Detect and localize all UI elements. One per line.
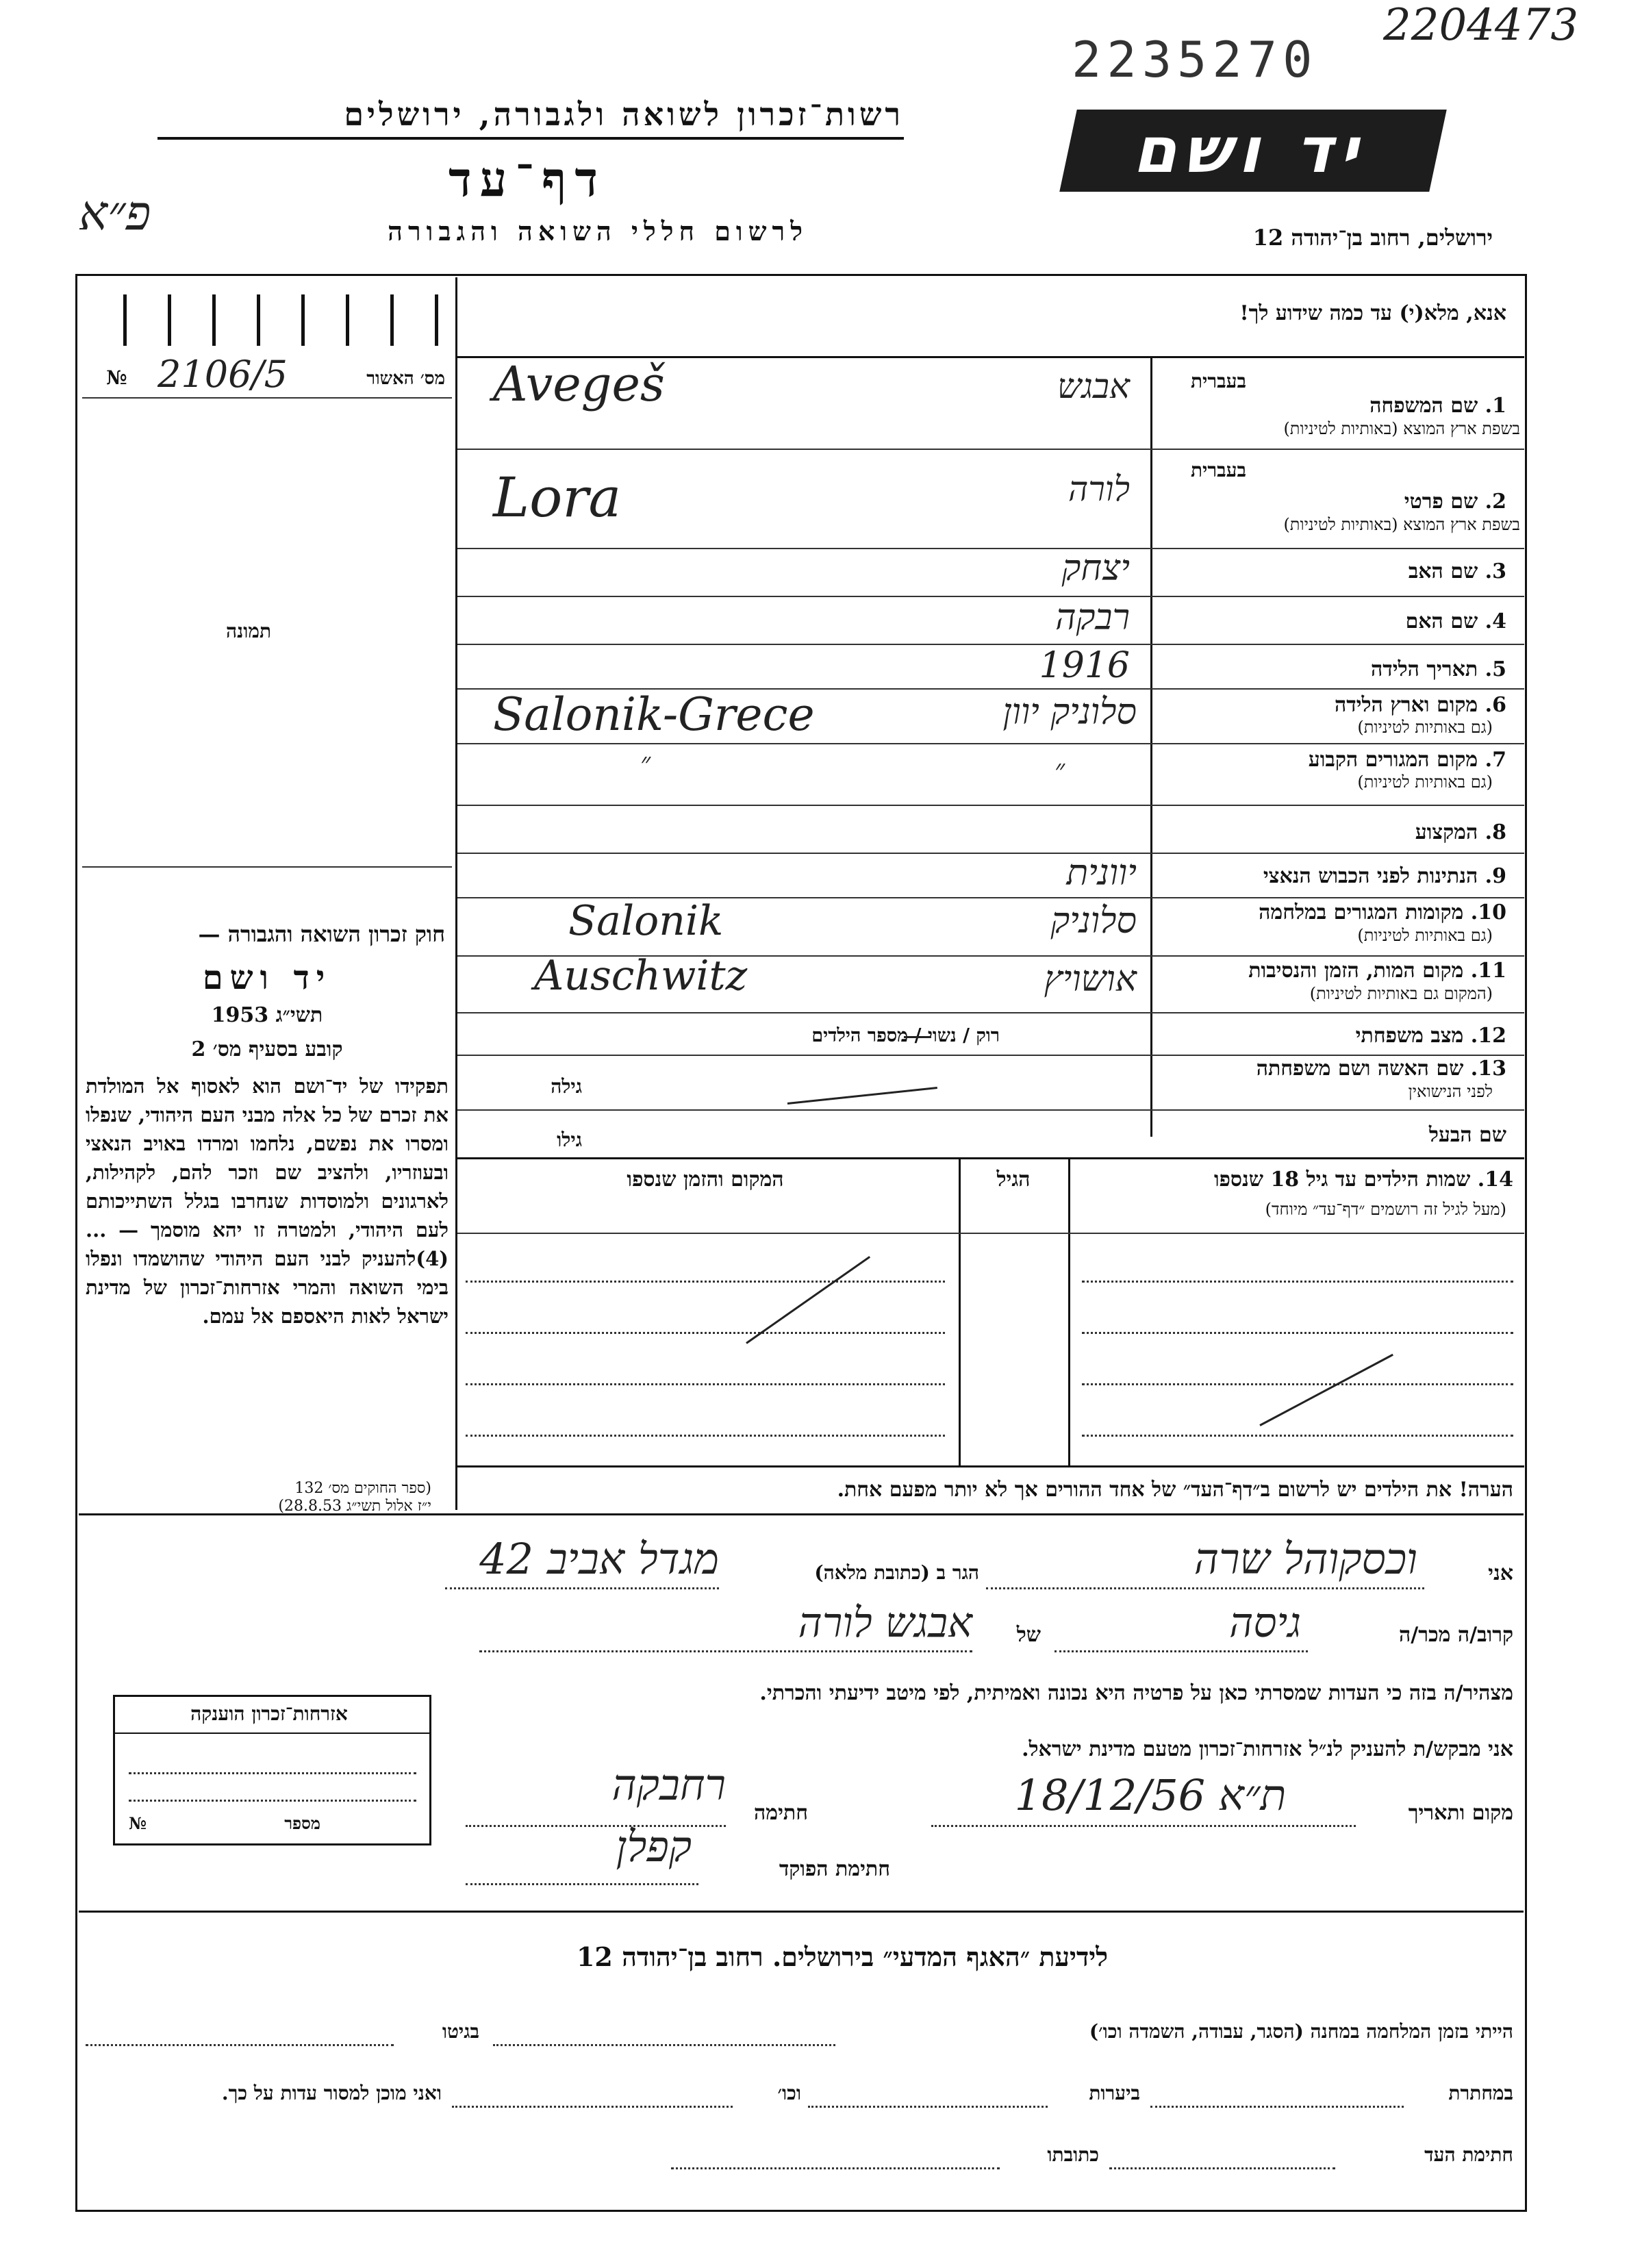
children-col-place: המקום והזמן שנספו xyxy=(627,1168,784,1192)
logo-text: יד ושם xyxy=(1129,114,1377,187)
law-name: יד ושם xyxy=(202,959,332,997)
field-2-note: בשפת ארץ המוצא (באותיות לטיניות) xyxy=(1283,515,1520,534)
marital-status-options: רוק / נשוי / מספר הילדים xyxy=(811,1025,1000,1046)
signature-value: רחבקה xyxy=(611,1760,726,1810)
bottom-heading: לידיעת ״האגף המדעי״ בירושלים. רחוב בן־יהודה 12 xyxy=(576,1941,1109,1972)
resident-label: הגר ב (כתובת מלאה) xyxy=(814,1561,979,1584)
field-6-latin-value: Salonik-Grece xyxy=(493,688,815,741)
signature-label: חתימה xyxy=(754,1801,808,1825)
field-5-value: 1916 xyxy=(1039,645,1130,686)
field-2-latin-value: Lora xyxy=(493,466,622,529)
field-1-label: 1. שם המשפחה xyxy=(1369,394,1506,418)
registry-label: מס׳ האשור xyxy=(366,368,445,389)
field-7-note: (גם באותיות לטיניות) xyxy=(1357,772,1493,792)
law-ref-1: (ספר החוקים מס׳ 132 xyxy=(294,1480,431,1497)
intro-text: אנא, מלא(י) עד כמה שידוע לך! xyxy=(1239,301,1506,325)
husband-age-label: גילו xyxy=(557,1129,582,1151)
yad-vashem-logo xyxy=(1059,110,1447,192)
address: ירושלים, רחוב בן־יהודה 12 xyxy=(1252,225,1493,251)
declaration-request: אני מבקש/ת להעניק לנ״ל אזרחות־זכרון מטעם מדינת ישראל. xyxy=(1022,1737,1513,1761)
law-year: תשי״ג 1953 xyxy=(211,1003,323,1027)
of-label: של xyxy=(1016,1623,1041,1647)
declarant-name: וכסקוהל שרה xyxy=(1194,1534,1417,1584)
field-10-note: (גם באותיות לטיניות) xyxy=(1357,926,1493,945)
relation-value: גיסה xyxy=(1229,1599,1301,1647)
field-2-tag: בעברית xyxy=(1190,459,1246,481)
field-6-value: סלוניק יוון xyxy=(1002,692,1137,733)
field-4-label: 4. שם האם xyxy=(1405,609,1506,633)
remark-text: הערה! את הילדים יש לרשום ב״דף־העד״ של אחד ההורים אך לא יותר מפעם אחת. xyxy=(837,1478,1513,1502)
registry-no-sign: № xyxy=(106,366,127,389)
official-signature-value: קפלן xyxy=(616,1822,692,1872)
margin-mark: פ״א xyxy=(79,185,151,241)
form-subtitle: לרשום חללי השואה והגבורה xyxy=(388,216,808,247)
field-4-value: רבקה xyxy=(1055,597,1130,638)
field-7-label: 7. מקום המגורים הקבוע xyxy=(1308,748,1506,772)
declaration-statement: מצהיר/ה בזה כי העדות שמסרתי כאן על פרטיה היא נכונה ואמיתית, לפי מיטב ידיעתי והכרתי. xyxy=(759,1681,1513,1705)
declarant-address: מגדל אביב 42 xyxy=(479,1534,719,1584)
photo-label: תמונה xyxy=(226,620,272,642)
field-11-latin-value: Auschwitz xyxy=(534,952,748,1000)
of-name-value: אבגש לורה xyxy=(798,1599,972,1647)
field-13-note: לפני הנישואין xyxy=(1408,1082,1493,1101)
citizenship-box xyxy=(113,1695,431,1845)
field-11-value: אושויץ xyxy=(1044,959,1137,1000)
bottom-line1-text: הייתי בזמן המלחמה במחנה (הסגר, עבודה, השמדה וכו׳) xyxy=(1089,2020,1513,2043)
field-1-hebrew-value: אבגש xyxy=(1057,366,1130,406)
corner-handwritten-number: 2204473 xyxy=(1383,0,1579,51)
field-9-label: 9. הנתינות לפני הכבוש הנאצי xyxy=(1263,864,1506,888)
field-7-latin-ditto: ״ xyxy=(640,747,651,779)
field-5-label: 5. תאריך הלידה xyxy=(1371,657,1506,681)
field-9-value: יוונית xyxy=(1066,853,1137,894)
place-date-label: מקום ותאריך xyxy=(1408,1801,1513,1825)
field-2-hebrew-value: לורה xyxy=(1068,469,1130,509)
declaration-i-label: אני xyxy=(1488,1561,1513,1585)
law-ref-2: י״ז אלול תשי״ג 28.8.53) xyxy=(278,1498,431,1515)
field-8-label: 8. המקצוע xyxy=(1415,820,1506,844)
place-date-value: ת״א 18/12/56 xyxy=(1014,1770,1287,1820)
bottom-etc-label: וכו׳ xyxy=(777,2082,801,2104)
bottom-address-label: כתובתו xyxy=(1047,2143,1099,2166)
field-11-note: (המקום גם באותיות לטיניות) xyxy=(1309,984,1493,1003)
bottom-ready-text: ואני מוכן למסור עדות על כך. xyxy=(221,2082,442,2104)
bottom-ghetto-label: בגיטו xyxy=(442,2020,479,2043)
bottom-underground-label: במחתרת xyxy=(1448,2082,1513,2104)
citizenship-title: אזרחות־זכרון הוענקה xyxy=(190,1702,348,1725)
field-12-label: 12. מצב משפחתי xyxy=(1355,1024,1506,1048)
bottom-witness-signature-label: חתימת העד xyxy=(1424,2143,1513,2166)
official-signature-label: חתימת הפוקד xyxy=(779,1857,890,1881)
authority-name: רשות־זכרון לשואה ולגבורה, ירושלים xyxy=(157,96,904,140)
children-col-age: הגיל xyxy=(996,1168,1031,1192)
field-1-latin-value: Avegeš xyxy=(493,356,665,412)
field-3-label: 3. שם האב xyxy=(1408,559,1506,583)
field-10-label: 10. מקומות המגורים במלחמה xyxy=(1259,900,1506,924)
citizenship-no-label: מספר xyxy=(284,1813,320,1833)
citizenship-no-sign: № xyxy=(129,1813,147,1833)
field-2-label: 2. שם פרטי xyxy=(1404,490,1506,514)
law-title: חוק זכרון השואה והגבורה — xyxy=(198,921,445,947)
doc-number: 2235270 xyxy=(1072,31,1318,88)
field-6-note: (גם באותיות לטיניות) xyxy=(1357,718,1493,737)
field-6-label: 6. מקום וארץ הלידה xyxy=(1334,693,1506,717)
field-1-tag: בעברית xyxy=(1190,370,1246,392)
field-11-label: 11. מקום המות, הזמן והנסיבות xyxy=(1248,959,1506,983)
field-7-value: ״ xyxy=(1055,754,1065,785)
field-13-label: 13. שם האשה ושם משפחתה xyxy=(1256,1057,1506,1081)
children-label: 14. שמות הילדים עד גיל 18 שנספו xyxy=(1213,1168,1513,1192)
law-clause: קובע בסעיף מס׳ 2 xyxy=(191,1037,343,1061)
field-10-latin-value: Salonik xyxy=(568,897,724,945)
wife-age-label: גילה xyxy=(551,1075,582,1098)
field-10-value: סלוניק xyxy=(1050,900,1137,942)
registry-number: 2106/5 xyxy=(157,353,288,396)
bottom-forests-label: ביערות xyxy=(1089,2082,1140,2104)
field-3-value: יצחק xyxy=(1061,548,1130,589)
husband-name-label: שם הבעל xyxy=(1428,1123,1506,1147)
children-note: (מעל לגיל זה רושמים ״דף־עד״ מיוחד) xyxy=(1265,1200,1506,1219)
form-title: דף־עד xyxy=(448,151,606,207)
law-text: תפקידו של יד־ושם הוא לאסוף אל המולדת את זכרם של כל אלה מבני העם היהודי, שנפלו ומסרו את נפשם, נלחמו ומרדו באויב הנאצי ובעוזריו, ולהציב שם וזכר להם, לקהילות, לארגונים ולמוסדות שנחרבו בגלל השתייכותם לעם היהודי, ולמטרה זו יהא מוסמך — ...(4)להעניק לבני העם היהודי שהושמדו ונפלו בימי השואה והמרי אזרחות־זכרון של מדינת ישראל לאות היאספם אל עמם. xyxy=(86,1074,449,1328)
field-1-note: בשפת ארץ המוצא (באותיות לטיניות) xyxy=(1283,419,1520,438)
relative-label: קרוב/ה מכר/ה xyxy=(1399,1623,1513,1647)
